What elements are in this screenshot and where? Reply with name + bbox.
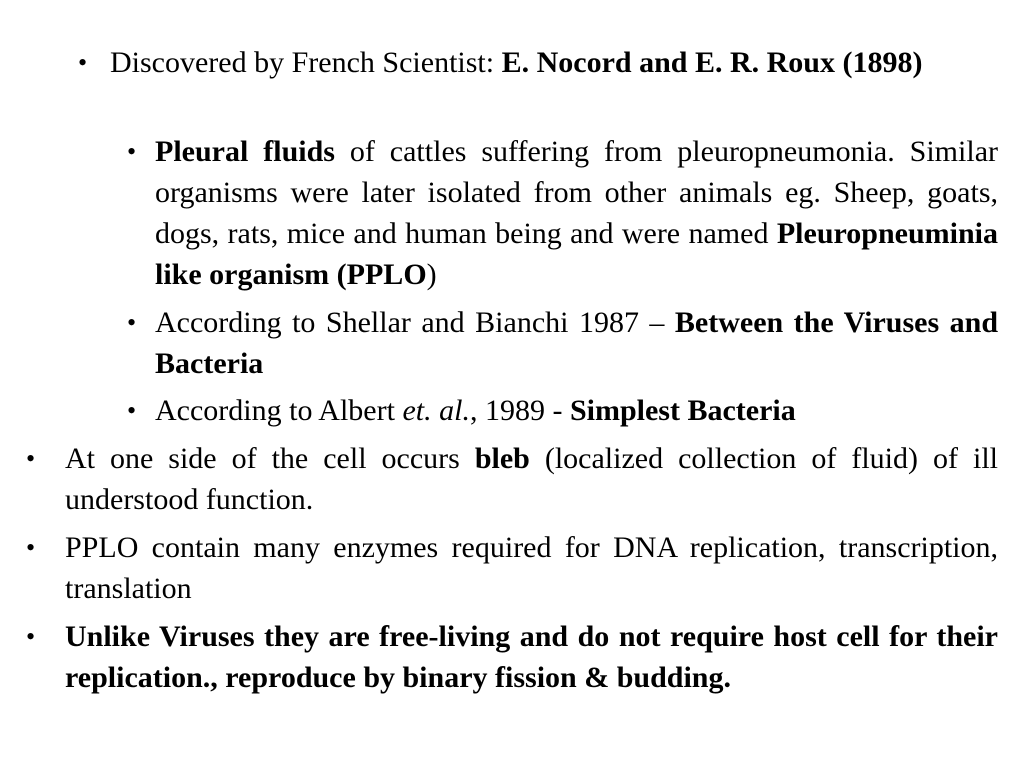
bleb-item	[65, 438, 998, 520]
bullet-point: •	[127, 137, 137, 166]
bullet-point: •	[127, 396, 137, 425]
enzymes-text: PPLO contain many enzymes required for DNA replication, transcription, translation	[65, 531, 998, 605]
bullet-point: •	[26, 622, 36, 651]
enzymes-item	[65, 527, 998, 609]
albert-item	[155, 390, 998, 431]
free-living-item	[65, 616, 998, 698]
bleb-term: bleb	[474, 442, 530, 475]
pleural-fluids-term: Pleural fluids	[155, 135, 335, 168]
shellar-bianchi-text: According to Shellar and Bianchi 1987 –	[155, 306, 675, 339]
bleb-text-a: At one side of the cell occurs	[65, 442, 475, 475]
discoverers-names: E. Nocord and E. R. Roux (1898)	[501, 46, 923, 79]
albert-text: According to Albert	[155, 394, 403, 427]
pplo-close: )	[426, 258, 437, 291]
discovery-text: Discovered by French Scientist:	[110, 46, 502, 79]
bullet-point: •	[127, 308, 137, 337]
bullet-point: •	[26, 444, 36, 473]
pplo-term: Pleuropneuminia like organism (PPLO	[155, 217, 998, 291]
pleural-fluids-text: of cattles suffering from pleuropneumonia. Similar organisms were later isolated from other animals eg. Sheep, goats, dogs, rats, mice and human being and were named	[155, 135, 998, 250]
bullet-point: •	[26, 533, 36, 562]
free-living-text: Unlike Viruses they are free-living and do not require host cell for their replication., reproduce by binary fission & budding.	[65, 620, 998, 694]
simplest-bacteria: Simplest Bacteria	[569, 394, 796, 427]
pleural-fluids-item	[155, 131, 998, 295]
albert-year: , 1989 -	[469, 394, 570, 427]
et-al: et. al.	[402, 394, 470, 427]
between-viruses-bacteria: Between the Viruses and Bacteria	[155, 306, 999, 380]
shellar-bianchi-item	[155, 302, 998, 384]
discovery-item	[110, 42, 998, 83]
bleb-text-b: (localized collection of fluid) of ill understood function.	[65, 442, 998, 516]
bullet-point: •	[78, 48, 88, 77]
